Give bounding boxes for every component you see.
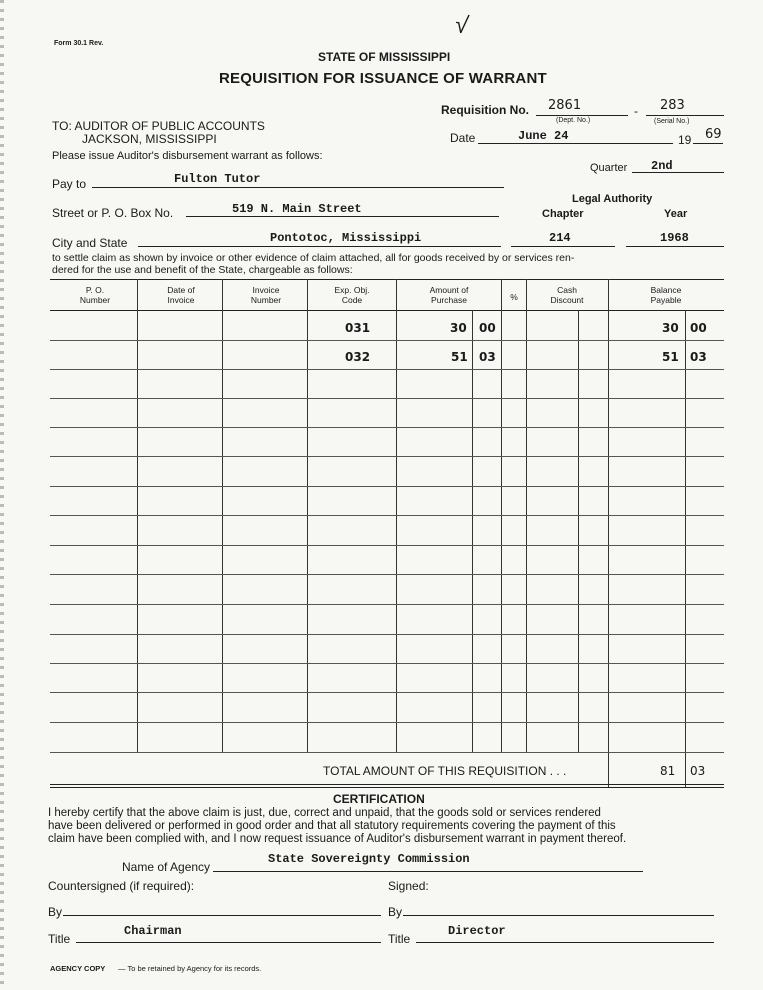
check-mark: √ — [453, 11, 471, 40]
amount-dollars-cell: 30 — [450, 321, 467, 335]
header-percent: % — [510, 292, 518, 302]
year-value: 69 — [705, 127, 722, 142]
title-label-left: Title — [48, 932, 71, 946]
chapter-line — [511, 246, 615, 247]
quarter-value: 2nd — [651, 159, 673, 173]
city-line — [138, 246, 501, 247]
by-label-left: By — [48, 905, 63, 919]
copy-label: AGENCY COPY — [50, 964, 106, 973]
state-heading: STATE OF MISSISSIPPI — [318, 50, 451, 64]
year-prefix: 19 — [678, 133, 692, 147]
amount-dollars-cell: 51 — [451, 350, 468, 364]
countersigned-label: Countersigned (if required): — [48, 879, 195, 893]
legal-authority-label: Legal Authority — [572, 193, 653, 205]
city-label: City and State — [52, 236, 128, 250]
date-value: June 24 — [518, 129, 569, 143]
certification-line3: claim have been complied with, and I now request issuance of Auditor's disbursement warrant in payment thereof. — [48, 833, 627, 845]
amount-cents-cell: 00 — [479, 321, 496, 335]
street-label: Street or P. O. Box No. — [52, 206, 174, 220]
total-dollars: 81 — [660, 764, 676, 778]
addressee-line2: JACKSON, MISSISSIPPI — [82, 132, 217, 146]
title-label-right: Title — [388, 932, 411, 946]
page-title: REQUISITION FOR ISSUANCE OF WARRANT — [219, 70, 547, 87]
exp-code-cell: 031 — [345, 321, 371, 335]
title-line-left — [76, 942, 381, 943]
title-value-right: Director — [448, 924, 506, 938]
header-invoice-date: Date of Invoice — [167, 285, 195, 305]
header-po: P. O. Number — [79, 285, 111, 305]
street-value: 519 N. Main Street — [232, 202, 362, 216]
header-amount: Amount of Purchase — [429, 285, 469, 305]
dept-no-line — [536, 115, 628, 116]
by-label-right: By — [388, 905, 403, 919]
date-line — [478, 143, 673, 144]
form-number: Form 30.1 Rev. — [54, 40, 104, 47]
header-exp-code: Exp. Obj. Code — [334, 285, 370, 305]
settle-text-line1: to settle claim as shown by invoice or other evidence of claim attached, all for goods received by or services ren- — [52, 252, 575, 264]
chapter-label: Chapter — [542, 208, 584, 220]
title-line-right — [416, 942, 714, 943]
certification-heading: CERTIFICATION — [333, 792, 425, 806]
amount-cents-cell: 03 — [479, 350, 496, 364]
quarter-line — [632, 172, 724, 173]
street-line — [186, 216, 499, 217]
agency-label: Name of Agency — [122, 860, 211, 874]
balance-dollars-cell: 30 — [662, 321, 679, 335]
agency-line — [213, 871, 643, 872]
exp-code-cell: 032 — [345, 350, 371, 364]
signed-label: Signed: — [388, 879, 429, 893]
pay-to-line — [92, 187, 504, 188]
requisition-label: Requisition No. — [441, 103, 529, 117]
city-value: Pontotoc, Mississippi — [270, 231, 422, 245]
total-cents: 03 — [690, 764, 706, 778]
title-value-left: Chairman — [124, 924, 182, 938]
addressee-line1: TO: AUDITOR OF PUBLIC ACCOUNTS — [52, 119, 265, 133]
serial-no-value: 283 — [660, 98, 685, 113]
binding-edge — [0, 0, 4, 990]
balance-cents-cell: 00 — [690, 321, 707, 335]
instruction-text: Please issue Auditor's disbursement warrant as follows: — [52, 150, 323, 162]
header-balance: Balance Payable — [650, 285, 682, 305]
copy-note: — To be retained by Agency for its records. — [118, 964, 262, 973]
by-line-left — [63, 915, 381, 916]
chapter-value: 214 — [549, 231, 571, 245]
header-cash-discount: Cash Discount — [550, 285, 584, 305]
balance-dollars-cell: 51 — [662, 350, 679, 364]
authority-year-line — [626, 246, 724, 247]
dept-no-caption: (Dept. No.) — [556, 117, 591, 124]
pay-to-value: Fulton Tutor — [174, 172, 261, 186]
certification-line1: I hereby certify that the above claim is just, due, correct and unpaid, that the goods sold or services rendered — [48, 807, 601, 819]
by-line-right — [403, 915, 714, 916]
quarter-label: Quarter — [590, 162, 628, 174]
total-label: TOTAL AMOUNT OF THIS REQUISITION . . . — [323, 764, 567, 778]
settle-text-line2: dered for the use and benefit of the State, chargeable as follows: — [52, 264, 353, 276]
year-authority-label: Year — [664, 208, 688, 220]
header-invoice-number: Invoice Number — [250, 285, 282, 305]
agency-value: State Sovereignty Commission — [268, 852, 470, 866]
date-label: Date — [450, 131, 476, 145]
authority-year-value: 1968 — [660, 231, 689, 245]
pay-to-label: Pay to — [52, 177, 87, 191]
serial-no-line — [646, 115, 724, 116]
certification-line2: have been delivered or performed in good order and that all statutory requirements covering the payment of this — [48, 820, 616, 832]
balance-cents-cell: 03 — [690, 350, 707, 364]
serial-no-caption: (Serial No.) — [654, 118, 690, 125]
dept-no-value: 2861 — [548, 98, 582, 113]
year-line — [693, 143, 723, 144]
